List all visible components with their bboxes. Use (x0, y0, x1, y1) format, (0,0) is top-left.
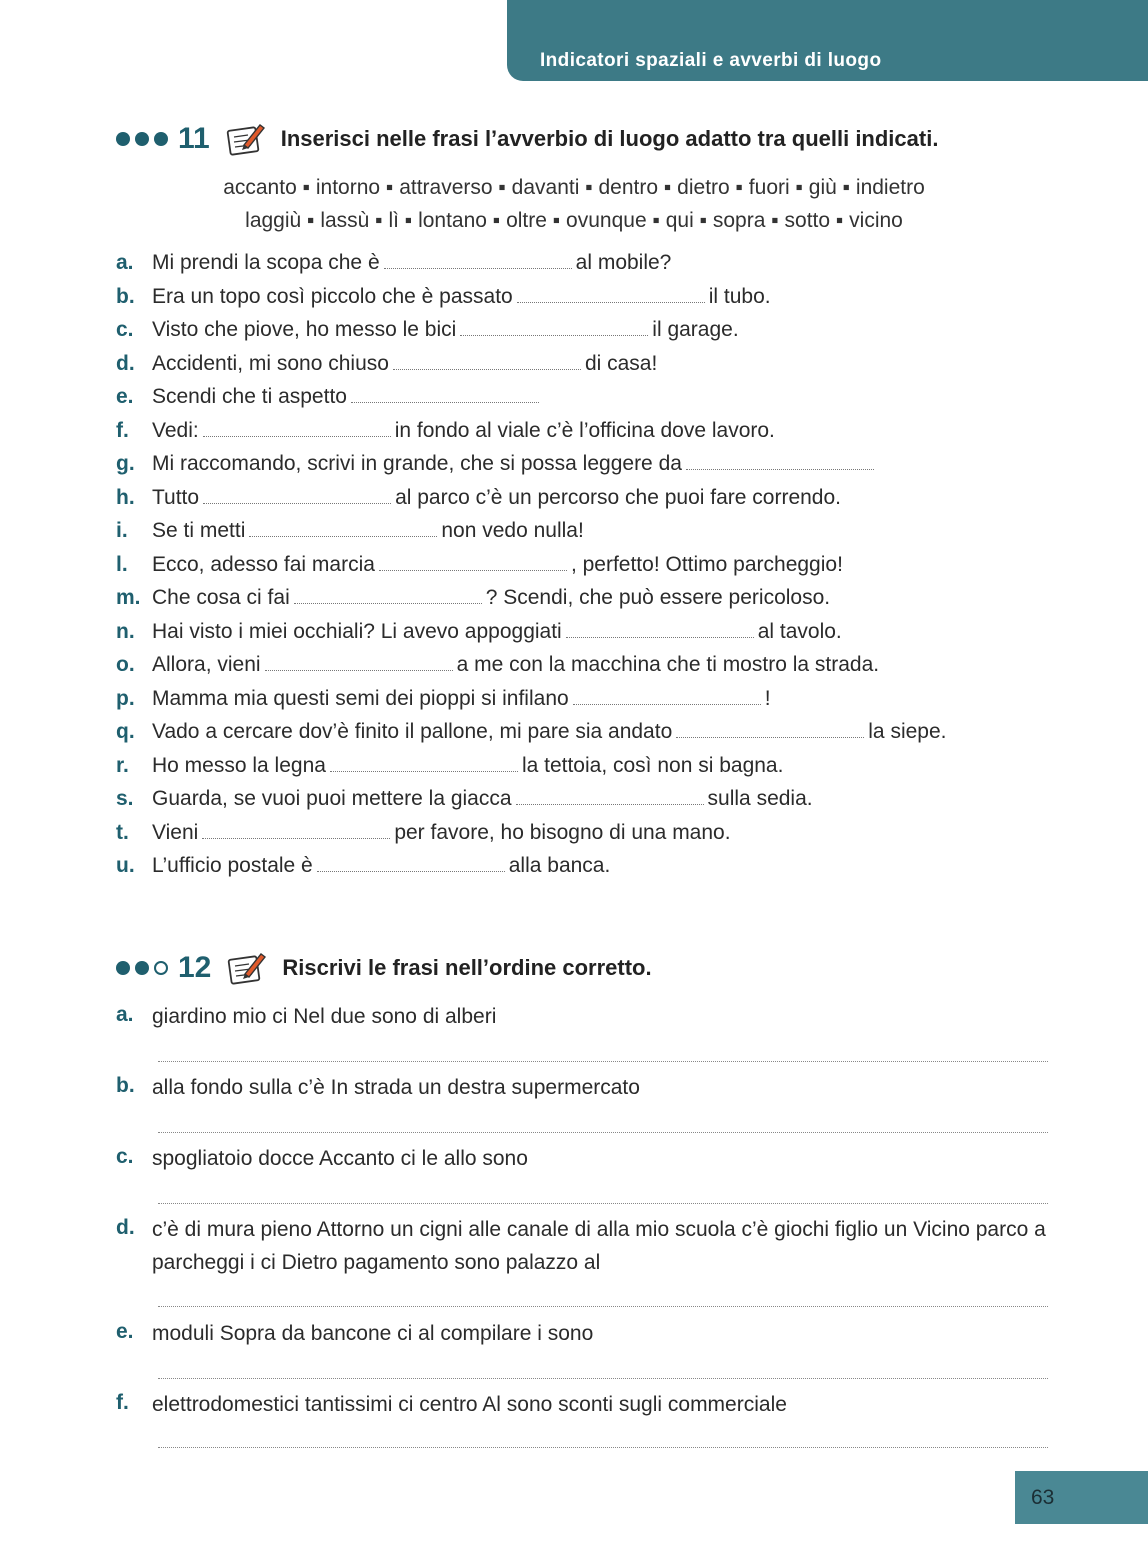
item-label: o. (116, 653, 135, 676)
fill-in-sentence (116, 754, 783, 784)
fill-in-sentence (116, 352, 657, 382)
answer-blank[interactable] (317, 857, 505, 872)
item-label: q. (116, 720, 135, 743)
answer-blank[interactable] (384, 254, 572, 269)
answer-blank[interactable] (265, 656, 453, 671)
item-label: b. (116, 284, 135, 308)
item-label: c. (116, 1145, 134, 1168)
fill-in-sentence (116, 620, 842, 650)
fill-in-sentence (116, 787, 813, 817)
fill-in-sentence (116, 285, 771, 315)
fill-in-sentence (116, 821, 731, 851)
item-label: l. (116, 552, 128, 576)
difficulty-dot-filled (135, 961, 149, 975)
word-bank-line-1: accanto ▪ intorno ▪ attraverso ▪ davanti ▪ dentro ▪ dietro ▪ fuori ▪ giù ▪ indietro (223, 176, 925, 199)
fill-in-sentence (116, 720, 946, 750)
item-label: s. (116, 787, 134, 810)
answer-blank[interactable] (516, 790, 704, 805)
item-label: a. (116, 251, 134, 274)
item-label: d. (116, 1216, 135, 1239)
sentence-start: Hai visto i miei occhiali? Li avevo appoggiati (152, 619, 562, 643)
difficulty-dot-filled (116, 961, 130, 975)
sentence-end: , perfetto! Ottimo parcheggio! (570, 552, 843, 576)
sentence-start: Mi prendi la scopa che è (152, 251, 380, 274)
sentence-start: Ecco, adesso fai marcia (152, 552, 375, 576)
answer-blank[interactable] (379, 556, 567, 571)
sentence-start: Scendi che ti aspetto (152, 385, 347, 408)
item-label: t. (116, 820, 129, 844)
sentence-end: ! (764, 686, 771, 710)
item-label: d. (116, 351, 135, 375)
fill-in-sentence (116, 519, 584, 549)
sentence-start: Visto che piove, ho messo le bici (152, 318, 457, 341)
answer-blank[interactable] (676, 723, 864, 738)
word-bank-line-2: laggiù ▪ lassù ▪ lì ▪ lontano ▪ oltre ▪ ovunque ▪ qui ▪ sopra ▪ sotto ▪ vicino (245, 209, 903, 232)
item-label: a. (116, 1003, 134, 1026)
scrambled-sentence: spogliatoio docce Accanto ci le allo sono (152, 1147, 528, 1170)
sentence-end: in fondo al viale c’è l’officina dove lavoro. (394, 418, 775, 442)
sentence-end: non vedo nulla! (441, 519, 584, 542)
sentence-start: Vedi: (152, 418, 199, 442)
sentence-start: Guarda, se vuoi puoi mettere la giacca (152, 787, 512, 810)
pencil-paper-icon (223, 950, 267, 986)
scrambled-sentence: elettrodomestici tantissimi ci centro Al sono sconti sugli commerciale (152, 1393, 787, 1416)
exercise-number: 12 (178, 951, 212, 984)
sentence-start: Accidenti, mi sono chiuso (152, 351, 389, 375)
sentence-end: il tubo. (708, 284, 771, 308)
sentence-start: L’ufficio postale è (152, 854, 313, 877)
difficulty-dot-filled (116, 132, 130, 146)
scrambled-sentence: c’è di mura pieno Attorno un cigni alle canale di alla mio scuola c’è giochi figlio un Vicino parco a parcheggi i ci Dietro pagamento sono palazzo al (152, 1218, 1046, 1274)
header-tab (507, 0, 1148, 81)
answer-blank[interactable] (686, 455, 874, 470)
difficulty-dot-empty (154, 961, 168, 975)
exercise-11-header (116, 119, 938, 159)
exercise-title: Inserisci nelle frasi l’avverbio di luogo adatto tra quelli indicati. (280, 126, 939, 151)
fill-in-sentence (116, 452, 878, 482)
item-label: b. (116, 1074, 135, 1097)
fill-in-sentence (116, 586, 830, 616)
sentence-end: alla banca. (508, 854, 611, 877)
answer-blank[interactable] (203, 489, 391, 504)
answer-blank[interactable] (460, 321, 648, 336)
sentence-end: la tettoia, così non si bagna. (521, 753, 784, 777)
fill-in-sentence (116, 318, 739, 348)
sentence-start: Allora, vieni (152, 653, 261, 676)
sentence-start: Mamma mia questi semi dei pioppi si infilano (152, 686, 569, 710)
sentence-end: la siepe. (868, 720, 947, 743)
answer-blank[interactable] (517, 288, 705, 303)
sentence-end: per favore, ho bisogno di una mano. (394, 820, 731, 844)
scrambled-sentence: giardino mio ci Nel due sono di alberi (152, 1005, 497, 1028)
item-label: i. (116, 519, 128, 542)
fill-in-sentence (116, 854, 610, 884)
answer-blank[interactable] (330, 757, 518, 772)
sentence-end: a me con la macchina che ti mostro la strada. (456, 653, 880, 676)
sentence-start: Era un topo così piccolo che è passato (152, 284, 513, 308)
difficulty-dot-filled (135, 132, 149, 146)
page-number-box (1015, 1471, 1148, 1524)
fill-in-sentence (116, 385, 543, 415)
answer-blank[interactable] (393, 355, 581, 370)
answer-blank[interactable] (294, 589, 482, 604)
difficulty-dots (116, 132, 168, 146)
difficulty-dot-filled (154, 132, 168, 146)
sentence-end: al tavolo. (757, 619, 842, 643)
sentence-end: di casa! (584, 351, 658, 375)
answer-blank[interactable] (573, 690, 761, 705)
scrambled-sentence: alla fondo sulla c’è In strada un destra supermercato (152, 1076, 640, 1099)
fill-in-sentence (116, 653, 879, 683)
exercise-title: Riscrivi le frasi nell’ordine corretto. (282, 955, 652, 980)
page-number: 63 (1031, 1486, 1055, 1509)
item-label: g. (116, 452, 135, 475)
answer-line[interactable] (158, 1060, 1048, 1062)
fill-in-sentence (116, 251, 671, 281)
answer-line[interactable] (158, 1305, 1048, 1307)
sentence-start: Se ti metti (152, 519, 246, 542)
sentence-end: sulla sedia. (707, 787, 813, 810)
item-label: h. (116, 485, 135, 509)
fill-in-sentence (116, 419, 775, 449)
scrambled-sentence: moduli Sopra da bancone ci al compilare i sono (152, 1322, 594, 1345)
sentence-end: ? Scendi, che può essere pericoloso. (485, 586, 831, 609)
sentence-start: Tutto (152, 485, 200, 509)
answer-blank[interactable] (351, 388, 539, 403)
answer-blank[interactable] (566, 623, 754, 638)
item-label: n. (116, 619, 135, 643)
sentence-start: Vado a cercare dov’è finito il pallone, mi pare sia andato (152, 720, 673, 743)
item-label: f. (116, 1391, 129, 1414)
fill-in-sentence (116, 486, 841, 516)
answer-line[interactable] (158, 1202, 1048, 1204)
pencil-paper-icon (222, 121, 266, 157)
answer-blank[interactable] (249, 522, 437, 537)
sentence-start: Vieni (152, 820, 199, 844)
answer-blank[interactable] (202, 824, 390, 839)
answer-line[interactable] (158, 1446, 1048, 1448)
difficulty-dots (116, 961, 168, 975)
sentence-start: Mi raccomando, scrivi in grande, che si possa leggere da (152, 452, 682, 475)
item-label: e. (116, 385, 134, 408)
sentence-start: Che cosa ci fai (152, 586, 290, 609)
item-label: c. (116, 318, 134, 341)
fill-in-sentence (116, 553, 843, 583)
item-label: r. (116, 753, 129, 777)
sentence-end: al parco c’è un percorso che puoi fare correndo. (395, 485, 841, 509)
exercise-12-header (116, 948, 652, 988)
answer-line[interactable] (158, 1377, 1048, 1379)
sentence-end: il garage. (652, 318, 739, 341)
item-label: m. (116, 586, 141, 609)
exercise-number: 11 (178, 122, 210, 155)
sentence-start: Ho messo la legna (152, 753, 326, 777)
sentence-end: al mobile? (575, 251, 672, 274)
answer-blank[interactable] (203, 422, 391, 437)
item-label: p. (116, 686, 135, 710)
fill-in-sentence (116, 687, 771, 717)
header-title: Indicatori spaziali e avverbi di luogo (540, 50, 882, 71)
item-label: f. (116, 418, 129, 442)
item-label: e. (116, 1320, 134, 1343)
item-label: u. (116, 854, 135, 877)
answer-line[interactable] (158, 1131, 1048, 1133)
